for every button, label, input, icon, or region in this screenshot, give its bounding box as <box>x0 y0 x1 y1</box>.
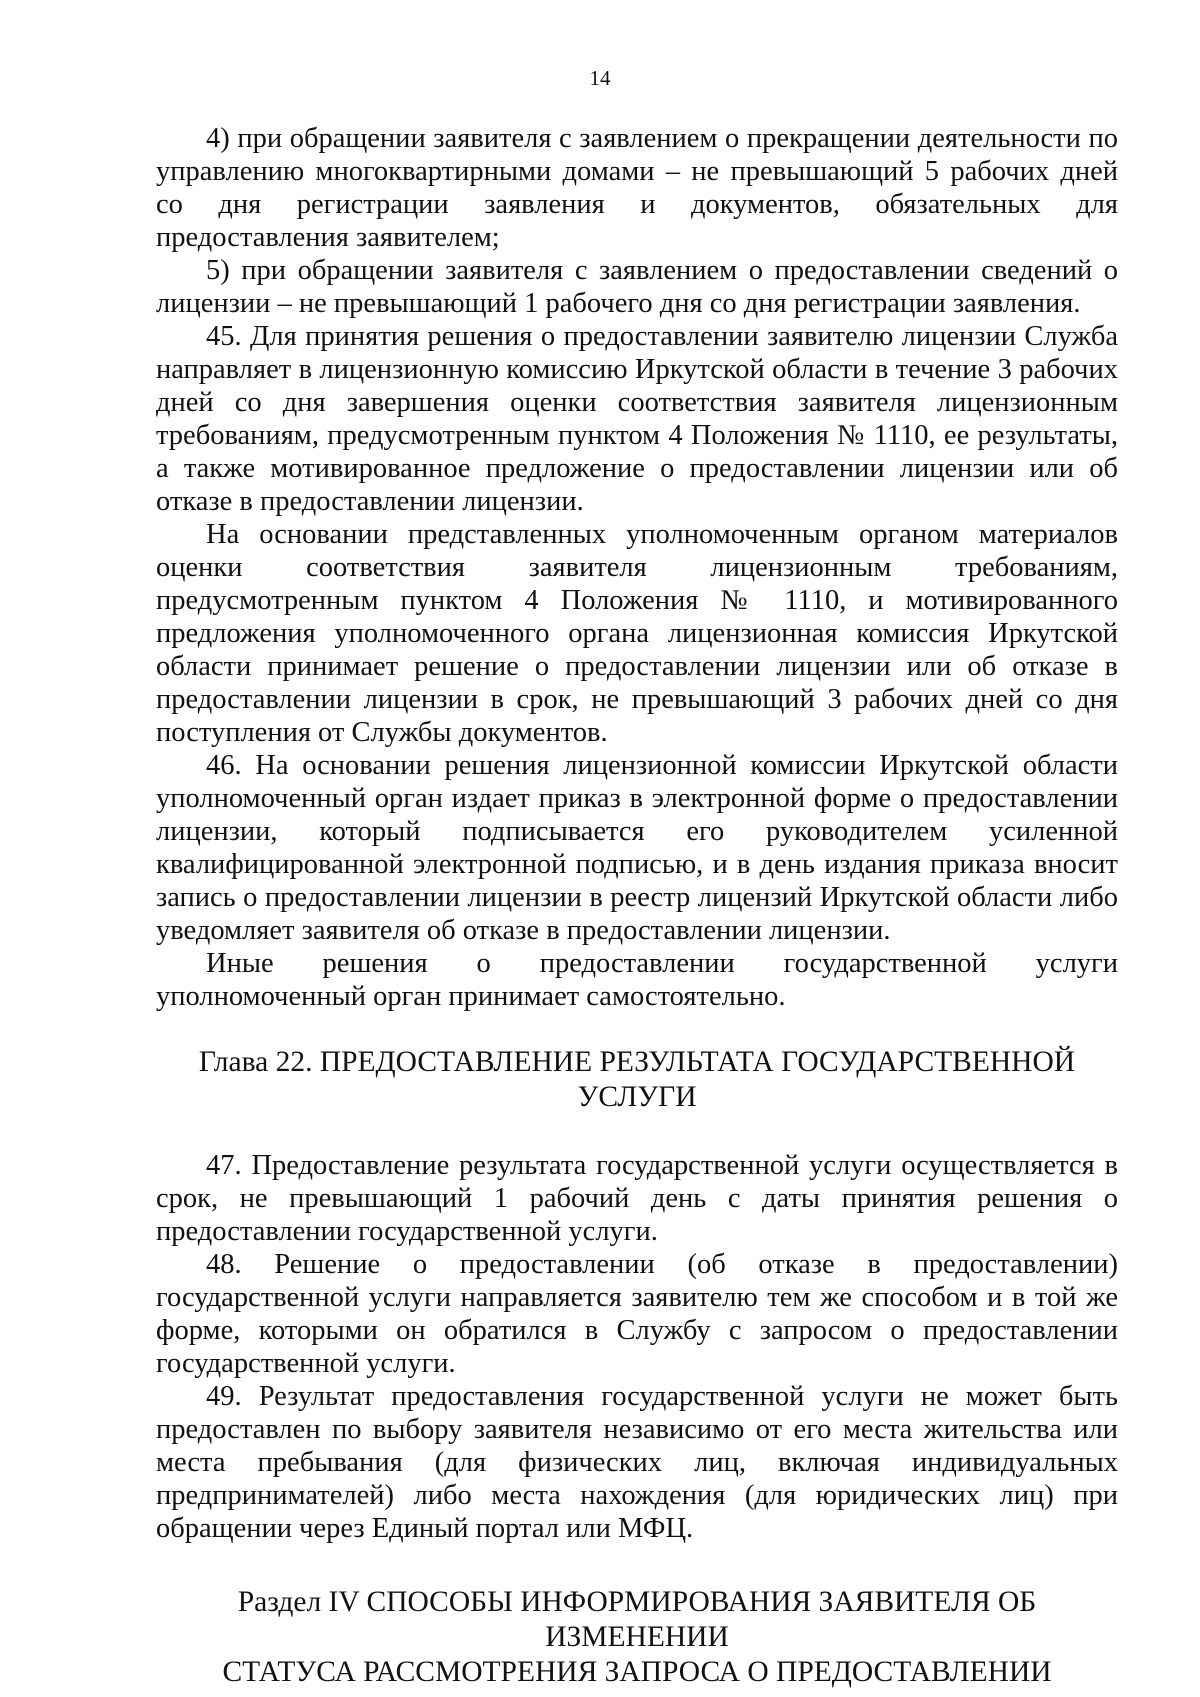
section-heading-line-1: Раздел IV СПОСОБЫ ИНФОРМИРОВАНИЯ ЗАЯВИТЕЛЯ ОБ ИЗМЕНЕНИИ <box>237 1586 1037 1653</box>
document-body <box>156 122 1118 1690</box>
paragraph-46-continuation: Иные решения о предоставлении государственной услуги уполномоченный орган принимает самостоятельно. <box>156 948 1118 1012</box>
section-heading <box>156 1585 1118 1690</box>
chapter-heading <box>156 1045 1118 1115</box>
paragraph-49: 49. Результат предоставления государственной услуги не может быть предоставлен по выбору заявителя независимо от его места жительства или места пребывания (для физических лиц, включая индивидуальных предпринимателей) либо места нахождения (для юридических лиц) при обращении через Единый портал или МФЦ. <box>156 1381 1118 1544</box>
paragraph-47: 47. Предоставление результата государственной услуги осуществляется в срок, не превышающий 1 рабочий день с даты принятия решения о предоставлении государственной услуги. <box>156 1150 1118 1247</box>
paragraph-45-continuation: На основании представленных уполномоченным органом материалов оценки соответствия заявителя лицензионным требованиям, предусмотренным пунктом 4 Положения № 1110, и мотивированного предложения уполномоченного органа лицензионная комиссия Иркутской области принимает решение о предоставлении лицензии или об отказе в предоставлении лицензии в срок, не превышающий 3 рабочих дней со дня поступления от Службы документов. <box>156 519 1118 748</box>
chapter-heading-line-2: УСЛУГИ <box>577 1081 697 1113</box>
chapter-heading-line-1: Глава 22. ПРЕДОСТАВЛЕНИЕ РЕЗУЛЬТАТА ГОСУДАРСТВЕННОЙ <box>198 1046 1076 1078</box>
paragraph-48: 48. Решение о предоставлении (об отказе в предоставлении) государственной услуги направляется заявителю тем же способом и в той же форме, которыми он обратился в Службу с запросом о предоставлении государственной услуги. <box>156 1249 1118 1379</box>
paragraph-item-4: 4) при обращении заявителя с заявлением о прекращении деятельности по управлению многоквартирными домами – не превышающий 5 рабочих дней со дня регистрации заявления и документов, обязательных для предоставления заявителем; <box>156 123 1118 253</box>
page-number: 14 <box>589 66 611 90</box>
section-heading-line-2: СТАТУСА РАССМОТРЕНИЯ ЗАПРОСА О ПРЕДОСТАВЛЕНИИ <box>222 1656 1052 1688</box>
paragraph-46: 46. На основании решения лицензионной комиссии Иркутской области уполномоченный орган издает приказ в электронной форме о предоставлении лицензии, который подписывается его руководителем усиленной квалифицированной электронной подписью, и в день издания приказа вносит запись о предоставлении лицензии в реестр лицензий Иркутской области либо уведомляет заявителя об отказе в предоставлении лицензии. <box>156 750 1118 946</box>
paragraph-45: 45. Для принятия решения о предоставлении заявителю лицензии Служба направляет в лицензионную комиссию Иркутской области в течение 3 рабочих дней со дня завершения оценки соответствия заявителя лицензионным требованиям, предусмотренным пунктом 4 Положения № 1110, ее результаты, а также мотивированное предложение о предоставлении лицензии или об отказе в предоставлении лицензии. <box>156 321 1118 517</box>
paragraph-item-5: 5) при обращении заявителя с заявлением о предоставлении сведений о лицензии – не превышающий 1 рабочего дня со дня регистрации заявления. <box>156 255 1118 319</box>
